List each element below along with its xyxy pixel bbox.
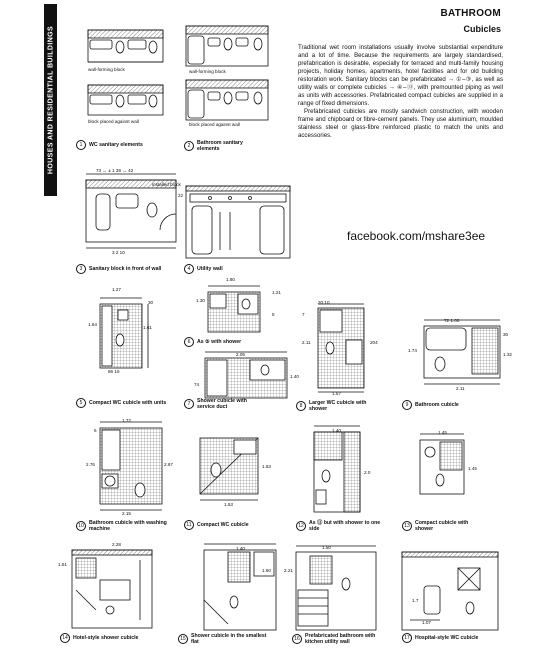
note-block-against-wall-2: block placed against wall [189, 122, 240, 127]
caption-fig-11: 11 Compact WC cubicle [184, 520, 249, 530]
page-subtitle: Cubicles [463, 24, 501, 34]
caption-fig-13: 13Compact cubicle with shower [402, 520, 483, 532]
caption-fig-7: 7Shower cubicle with service duct [184, 398, 261, 410]
caption-fig-6: 6 As ⑤ with shower [184, 337, 241, 347]
fig5-plan [100, 298, 148, 368]
dim-f15-top: 1.40 [236, 546, 245, 551]
fig-number: 1 [76, 140, 86, 150]
fig-number: 16 [292, 634, 302, 644]
fig14-plan [72, 550, 152, 628]
fig15-plan [204, 544, 276, 630]
note-block-against-wall-1: block placed against wall [88, 119, 139, 124]
fig-number: 13 [402, 521, 412, 531]
caption-fig-5: 5 Compact WC cubicle with units [76, 398, 167, 408]
fig-number: 10 [76, 521, 86, 531]
dim-f9-small: 30 [503, 332, 509, 337]
dim-f4-side2: 5 [272, 312, 275, 317]
fig7-plan [205, 352, 287, 398]
fig13-plan [420, 434, 464, 494]
caption-fig-14: 14 Hotel-style shower cubicle [60, 633, 138, 643]
caption-fig-15: 15Shower cubicle in the smallest flat [178, 633, 271, 645]
caption-fig-3: 3 Sanitary block in front of wall [76, 264, 161, 274]
dim-f5-small: 30 [148, 300, 154, 305]
dim-f5-bot: 86 16 [108, 369, 120, 374]
dim-f9-left: 1.74 [408, 348, 417, 353]
dim-f8-top: 20 10 [318, 300, 330, 305]
dim-f13-right: 1.45 [468, 466, 477, 471]
paragraph-2: Prefabricated cubicles are mostly sandwich construction, with wooden frame and chipboard or fibre-cement panels. They use aluminium, moulded stainless steel or glass-fibre reinforced plastic to match the units and accessories. [298, 108, 503, 139]
fig10-plan [100, 422, 162, 510]
fig-number: 15 [178, 634, 188, 644]
dim-f7-left: 74 [194, 382, 200, 387]
fig-number: 5 [76, 398, 86, 408]
dim-f5-top: 1.27 [112, 287, 121, 292]
dim-f10-bot: 2.15 [122, 511, 131, 516]
page-title: BATHROOM [440, 8, 501, 19]
dim-f16-left: 2.21 [284, 568, 293, 573]
dim-f12-right: 2.0 [364, 470, 371, 475]
dim-f7-right: 1.40 [290, 374, 299, 379]
fig-number: 8 [296, 401, 306, 411]
fig12-plan [314, 426, 360, 512]
dim-f17-bot: 1.07 [422, 620, 431, 625]
fig6-plan [208, 286, 260, 332]
side-tab-label: HOUSES AND RESIDENTIAL BUILDINGS [47, 25, 54, 175]
caption-fig-8: 8Larger WC cubicle with shower [296, 400, 385, 412]
dim-f10-small: 6 [94, 428, 97, 433]
dim-f13-top: 1.45 [438, 430, 447, 435]
dim-f9-bot: 2.11 [456, 386, 465, 391]
dim-f14-top: 2.28 [112, 542, 121, 547]
dim-f3-bottom: 3 2 10 [112, 250, 125, 255]
fig11-plan [200, 438, 258, 500]
dim-f8-right: 204 [370, 340, 378, 345]
fig17-plan [402, 552, 498, 630]
dim-f7-top: 2.05 [236, 352, 245, 357]
fig-number: 4 [184, 264, 194, 274]
dim-f8-left: 2.11 [302, 340, 311, 345]
caption-fig-16: 16Prefabricated bathroom with kitchen utility wall [292, 633, 389, 645]
fig-number: 7 [184, 399, 194, 409]
caption-fig-17: 17 Hospital-style WC cubicle [402, 633, 478, 643]
fig-number: 3 [76, 264, 86, 274]
fig16-plan [296, 546, 376, 630]
dim-f11-bot: 1.53 [224, 502, 233, 507]
dim-f10-left: 2.76 [86, 462, 95, 467]
fig-number: 11 [184, 520, 194, 530]
watermark: facebook.com/mshare3ee [347, 229, 486, 243]
dim-f8-small: 7 [302, 312, 305, 317]
dim-f16-top: 1.50 [322, 545, 331, 550]
fig-number: 12 [296, 521, 306, 531]
dim-f4-top: 1.80 [226, 277, 235, 282]
note-wall-forming-block-2: wall-forming block [189, 69, 226, 74]
caption-fig-1: 1 WC sanitary elements [76, 140, 143, 150]
paragraph-1: Traditional wet room installations usually involve substantial expenditure and a lot of time. Because the requirements are largely standardised, prefabrication is desirable, especially for terraced and multi-family housing projects, holiday homes, apartments, hotel facilities and for old building restoration work. Sanitary blocks can be prefabricated → ①–③, as well as utility walls or complete cubicles → ④–⑬, with premounted piping as well as units with accessories. Prefabricated compact cubicles are supplied in a range of fixed dimensions. [298, 44, 503, 107]
note-installed-block: installed block [152, 182, 181, 187]
fig1-plan-b [88, 85, 163, 115]
dim-f5-left: 1.64 [88, 322, 97, 327]
dim-f10-top: 1.72 [122, 418, 131, 423]
caption-fig-12: 12As ⑪ but with shower to one side [296, 520, 383, 532]
dim-f8-bot: 1.57 [332, 391, 341, 396]
fig-number: 14 [60, 633, 70, 643]
dim-f12-top: 1.40 [332, 428, 341, 433]
dim-f4-left: 1.30 [196, 298, 205, 303]
fig1-plan-a [88, 30, 163, 62]
dim-f9-right: 1.32 [503, 352, 512, 357]
dim-f3-side: 22 [178, 193, 184, 198]
dim-f9-top: 72 1.00 [444, 318, 460, 323]
caption-fig-10: 10Bathroom cubicle with washing machine [76, 520, 167, 532]
fig4-plan [186, 186, 290, 258]
dim-f15-right: 1.60 [262, 568, 271, 573]
fig-number: 17 [402, 633, 412, 643]
dim-f11-right: 1.53 [262, 464, 271, 469]
dim-f4-side1: 1.21 [272, 290, 281, 295]
fig2-plan-a [186, 26, 268, 66]
dim-f3-top: 73 ↔ ± 1 36 ↔ 42 [96, 168, 134, 173]
dim-f10-right: 2.67 [164, 462, 173, 467]
dim-f17-left: 1.7 [412, 598, 419, 603]
dim-f5-right: 1.61 [143, 325, 152, 330]
fig-number: 2 [184, 141, 194, 151]
fig9-plan [424, 320, 500, 384]
fig8-plan [318, 304, 364, 392]
note-wall-forming-block-1: wall-forming block [88, 67, 125, 72]
fig-number: 6 [184, 337, 194, 347]
fig2-plan-b [186, 80, 268, 120]
fig-number: 9 [402, 400, 412, 410]
dim-f14-left: 1.51 [58, 562, 67, 567]
caption-fig-4: 4 Utility wall [184, 264, 223, 274]
caption-fig-2: 2Bathroom sanitary elements [184, 140, 257, 152]
caption-fig-9: 9 Bathroom cubicle [402, 400, 459, 410]
